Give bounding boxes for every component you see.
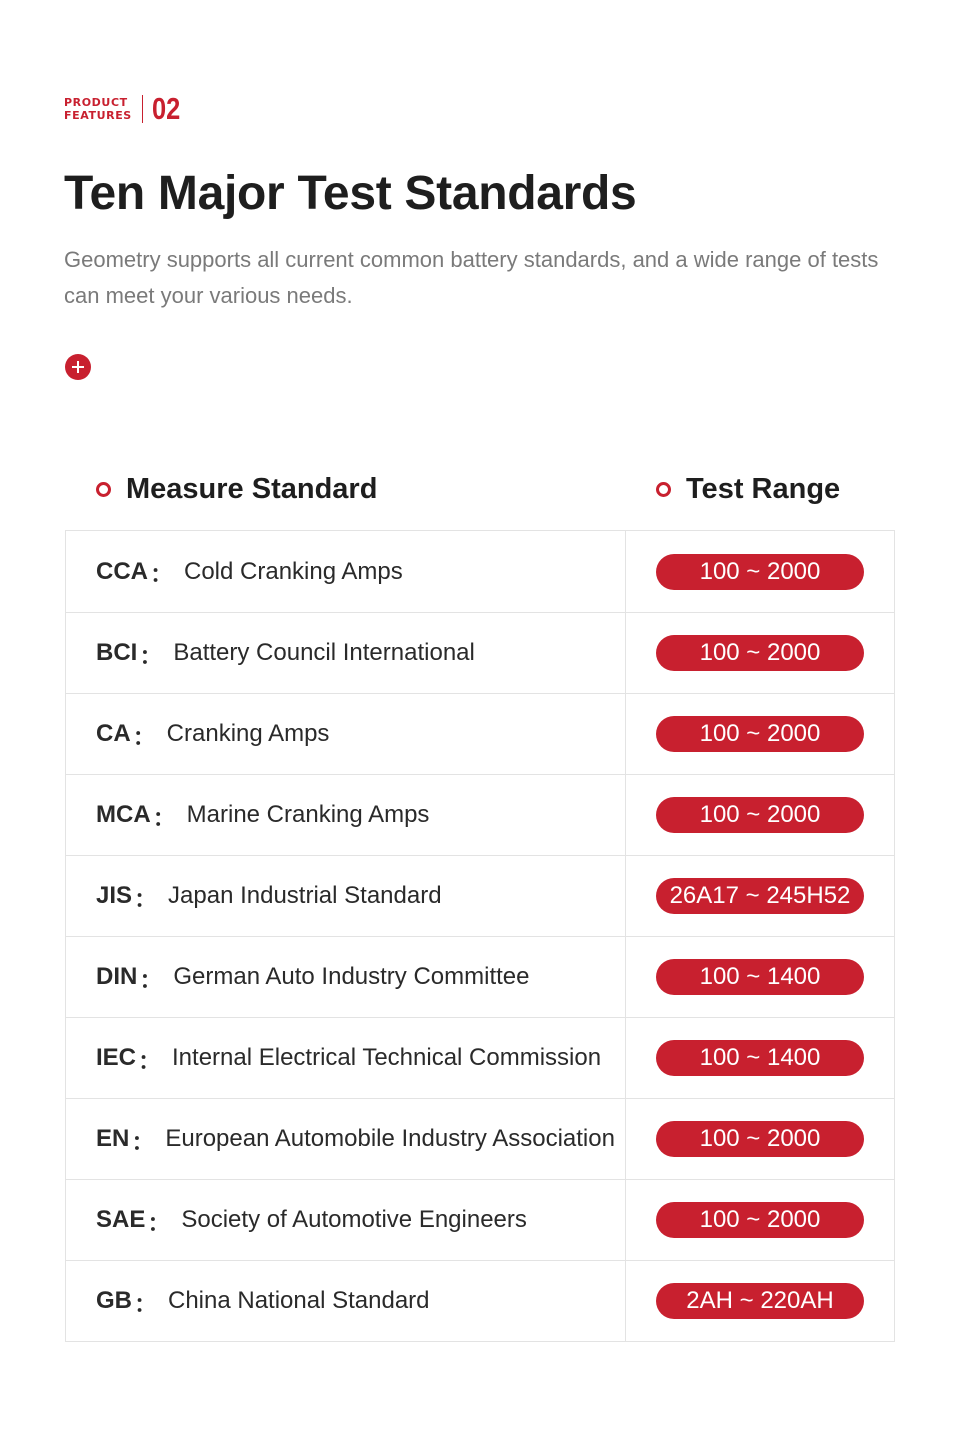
section-tag-line2: FEATURES: [64, 109, 132, 122]
standard-code: JIS: [96, 882, 133, 909]
table-row: [66, 1260, 894, 1341]
range-cell: [626, 856, 894, 936]
standard-cell: [66, 1180, 626, 1260]
standard-separator: ：: [150, 561, 174, 588]
standard-name: China National Standard: [168, 1287, 430, 1314]
range-badge: 100 ~ 2000: [656, 797, 864, 833]
standard-code: IEC: [96, 1044, 137, 1071]
standard-name: Internal Electrical Technical Commission: [172, 1044, 602, 1071]
table-row: [66, 531, 894, 612]
section-tag-label: [64, 96, 132, 122]
standard-name: European Automobile Industry Association: [165, 1125, 615, 1152]
table-row: [66, 1017, 894, 1098]
table-row: [66, 1179, 894, 1260]
standard-code: CCA: [96, 557, 148, 585]
standard-code: EN: [96, 1125, 130, 1152]
table-row: [66, 774, 894, 855]
table-row: [66, 855, 894, 936]
section-tag-line1: PRODUCT: [64, 96, 128, 109]
standard-cell: [66, 937, 626, 1017]
standard-separator: ：: [152, 804, 177, 832]
measure-standard-header: [96, 473, 377, 506]
table-row: [66, 693, 894, 774]
standard-separator: ：: [139, 642, 164, 670]
standard-cell: [66, 613, 626, 693]
range-cell: [626, 1099, 894, 1179]
standard-code: GB: [96, 1287, 132, 1314]
range-badge: 100 ~ 2000: [656, 1121, 864, 1157]
range-badge: 100 ~ 2000: [656, 554, 864, 590]
range-badge: 100 ~ 2000: [656, 1202, 864, 1238]
range-cell: [626, 694, 894, 774]
standard-cell: [66, 1099, 626, 1179]
standard-code: MCA: [96, 801, 151, 828]
range-cell: [626, 1018, 894, 1098]
standard-separator: ：: [131, 1128, 156, 1156]
section-tag: [64, 91, 186, 126]
page-subtitle: Geometry supports all current common battery standards, and a wide range of tests can meet your various needs.: [64, 247, 879, 308]
range-badge: 100 ~ 2000: [656, 716, 864, 752]
standard-name: German Auto Industry Committee: [173, 963, 530, 990]
standards-table: [65, 530, 895, 1342]
test-range-header-label: Test Range: [686, 473, 841, 505]
standard-cell: [66, 775, 626, 855]
page-title: Ten Major Test Standards: [64, 167, 637, 220]
range-cell: [626, 531, 894, 612]
range-cell: [626, 775, 894, 855]
standard-name: Battery Council International: [173, 639, 475, 666]
ring-bullet-icon: [656, 482, 671, 497]
standard-cell: [66, 531, 626, 612]
range-badge: 2AH ~ 220AH: [656, 1283, 864, 1319]
section-tag-divider: [142, 95, 143, 123]
standard-name: Japan Industrial Standard: [168, 882, 442, 909]
standard-separator: ：: [138, 1047, 163, 1075]
range-cell: [626, 1180, 894, 1260]
standard-name: Society of Automotive Engineers: [181, 1206, 527, 1233]
standard-code: SAE: [96, 1206, 146, 1233]
table-row: [66, 1098, 894, 1179]
table-row: [66, 936, 894, 1017]
standard-name: Marine Cranking Amps: [186, 801, 430, 828]
test-range-header: [656, 473, 840, 506]
standard-separator: ：: [147, 1209, 172, 1237]
table-row: [66, 612, 894, 693]
standard-cell: [66, 856, 626, 936]
range-badge: 26A17 ~ 245H52: [656, 878, 864, 914]
standard-cell: [66, 1018, 626, 1098]
range-cell: [626, 1261, 894, 1341]
standard-separator: ：: [139, 966, 164, 994]
range-badge: 100 ~ 1400: [656, 1040, 864, 1076]
ring-bullet-icon: [96, 482, 111, 497]
standard-name: Cold Cranking Amps: [184, 557, 403, 585]
standard-code: DIN: [96, 963, 138, 990]
section-number: 02: [151, 91, 181, 126]
range-cell: [626, 613, 894, 693]
standard-separator: ：: [134, 1290, 158, 1318]
standard-name: Cranking Amps: [166, 720, 330, 747]
standard-cell: [66, 694, 626, 774]
plus-icon[interactable]: [65, 354, 91, 380]
standard-code: BCI: [96, 639, 138, 666]
standard-code: CA: [96, 720, 131, 747]
range-cell: [626, 937, 894, 1017]
standard-separator: ：: [132, 723, 157, 751]
range-badge: 100 ~ 1400: [656, 959, 864, 995]
standard-cell: [66, 1261, 626, 1341]
measure-standard-header-label: Measure Standard: [126, 473, 378, 505]
range-badge: 100 ~ 2000: [656, 635, 864, 671]
standard-separator: ：: [134, 885, 159, 913]
